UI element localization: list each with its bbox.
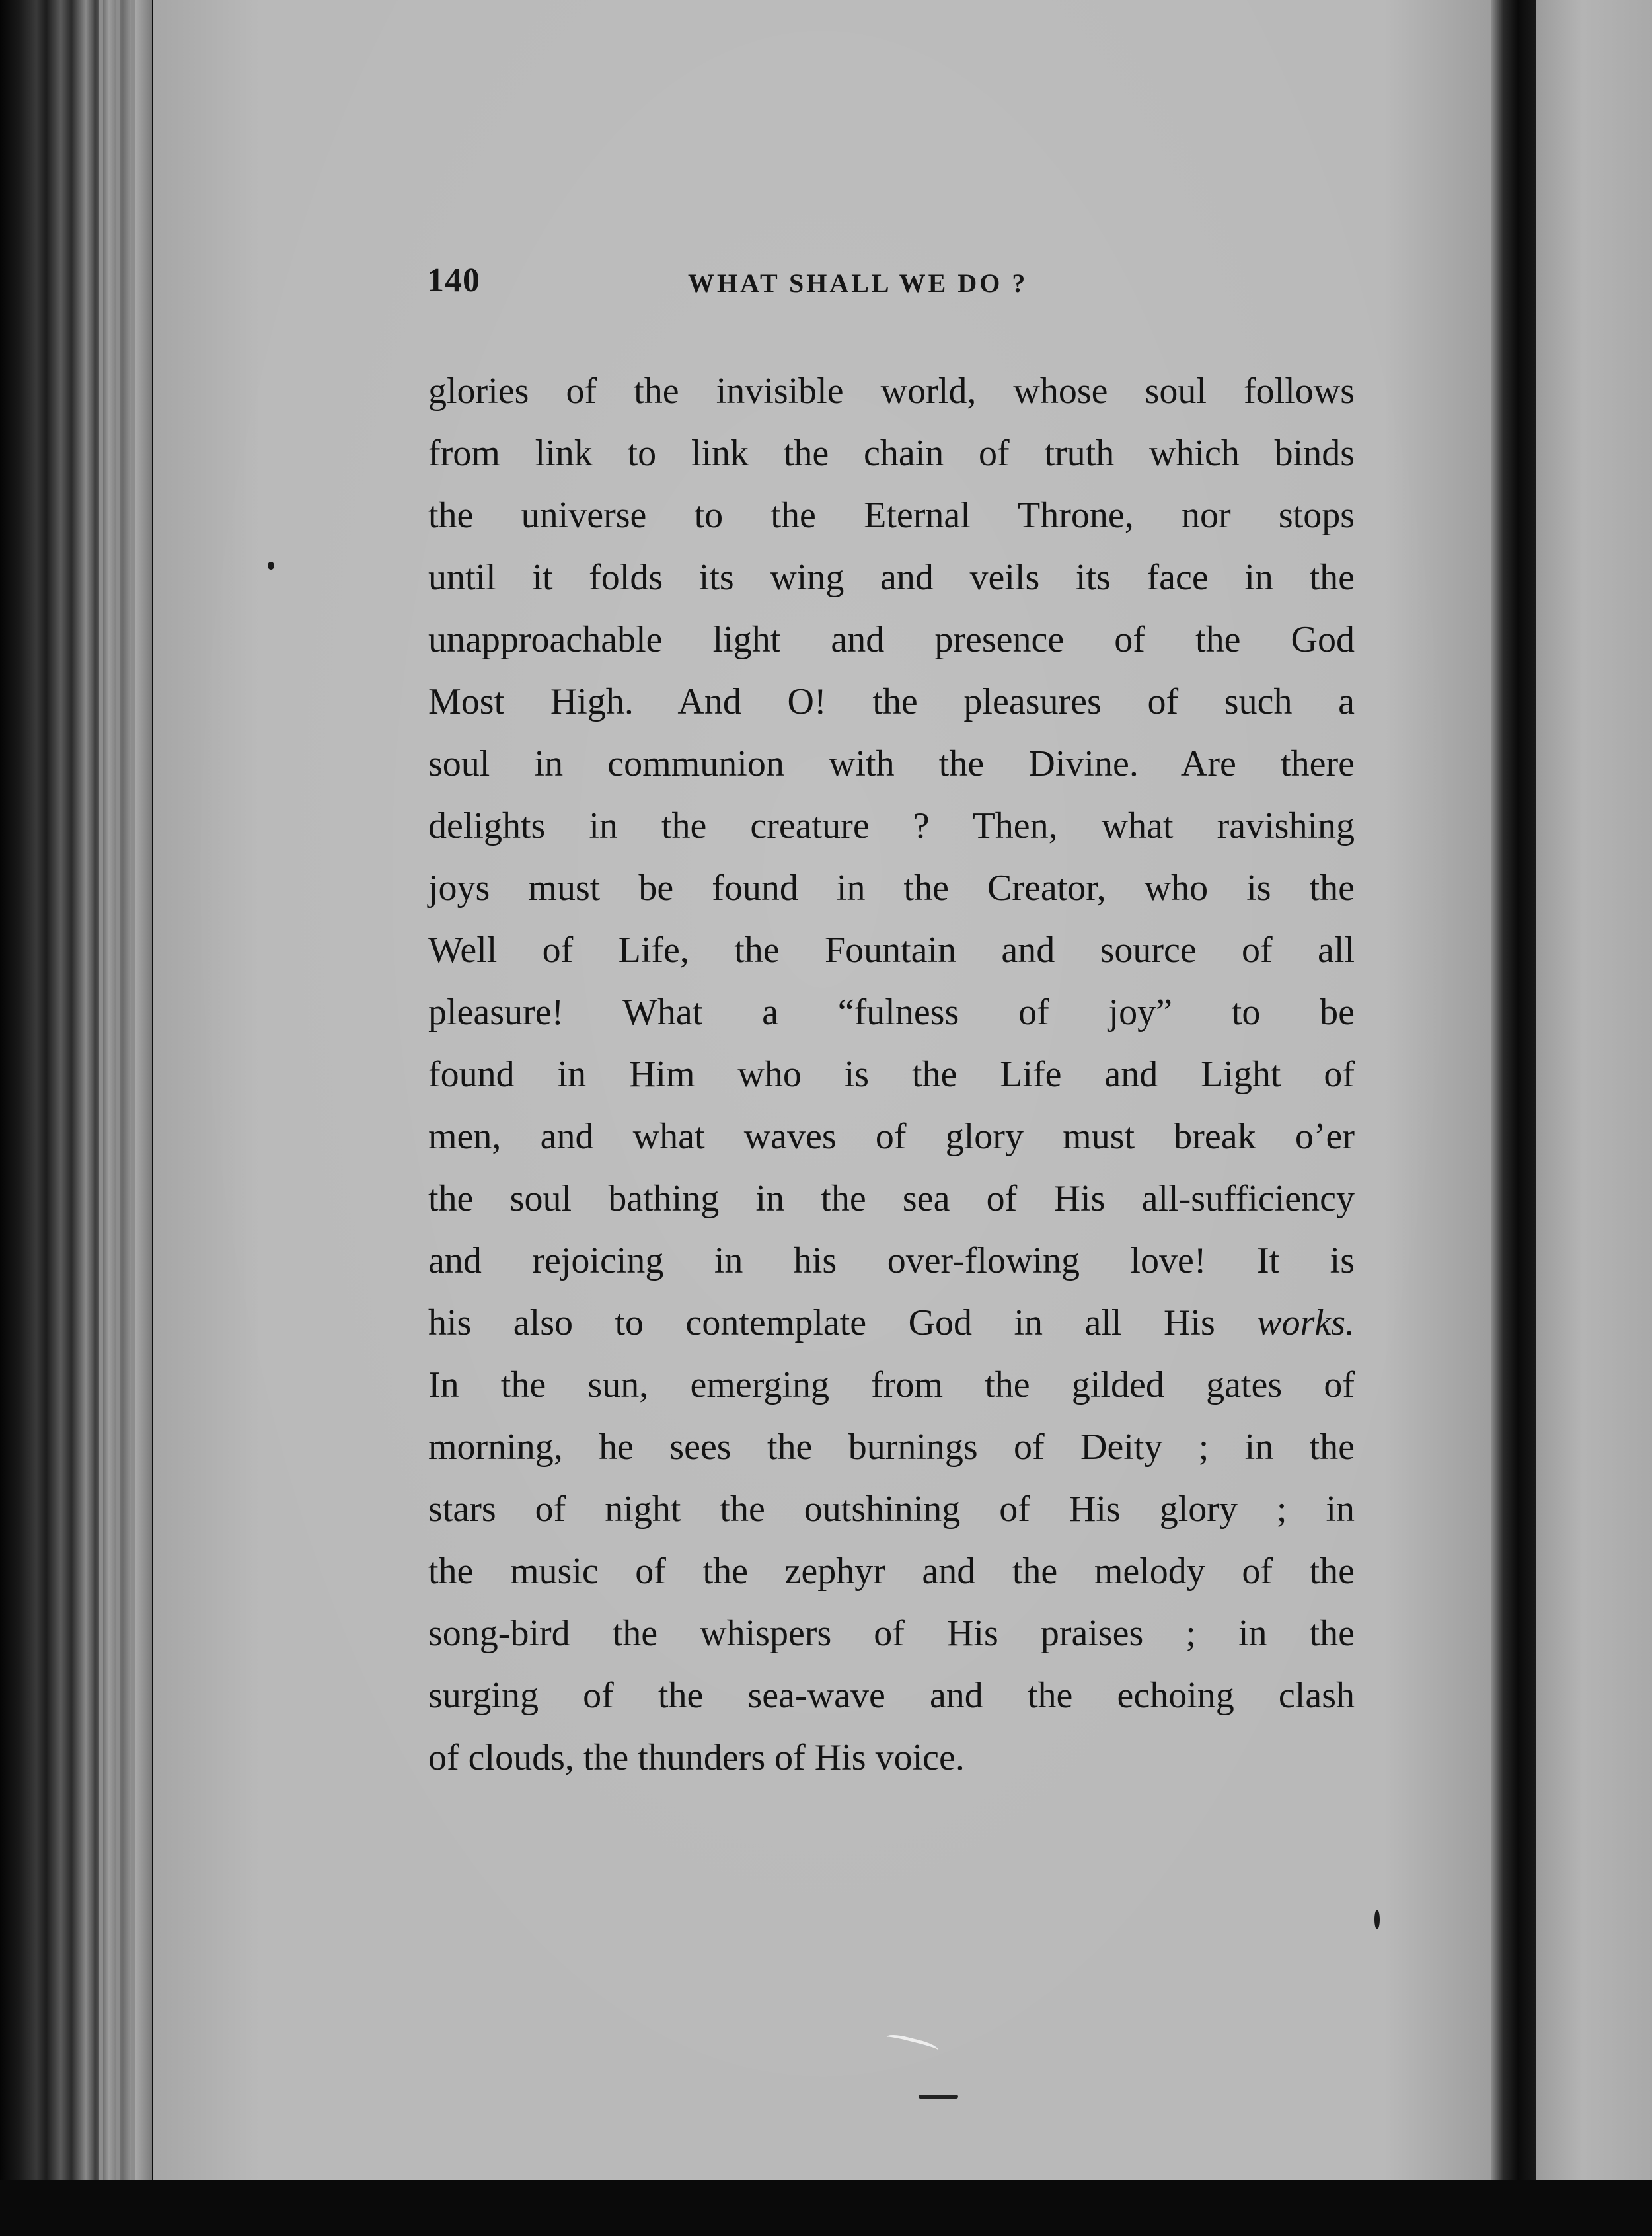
scan-speck	[268, 562, 274, 570]
text-line: the music of the zephyr and the melody of the	[428, 1551, 1355, 1592]
text-line: until it folds its wing and veils its face in the	[428, 557, 1355, 598]
running-title: WHAT SHALL WE DO ?	[688, 268, 1028, 298]
text-line: morning, he sees the burnings of Deity ; in the	[428, 1427, 1355, 1468]
text-line: joys must be found in the Creator, who is the	[428, 868, 1355, 909]
text-line: Most High. And O! the pleasures of such a	[428, 681, 1355, 722]
text-line: delights in the creature ? Then, what ravishing	[428, 805, 1355, 846]
text-line: the universe to the Eternal Throne, nor stops	[428, 495, 1355, 536]
text-line: stars of night the outshining of His glory ; in	[428, 1489, 1355, 1530]
text-line: and rejoicing in his over-flowing love! It is	[428, 1240, 1355, 1281]
scan-border	[0, 2180, 1652, 2236]
running-head	[427, 261, 1352, 314]
text-line: found in Him who is the Life and Light of	[428, 1054, 1355, 1095]
page-edge	[116, 0, 120, 2200]
text-line: of clouds, the thunders of His voice.	[428, 1737, 965, 1778]
text-line: from link to link the chain of truth which binds	[428, 433, 1355, 474]
text-line: song-bird the whispers of His praises ; in the	[428, 1613, 1355, 1654]
page-edge	[99, 0, 103, 2200]
text-line: the soul bathing in the sea of His all-sufficiency	[428, 1178, 1355, 1219]
page-edge	[131, 0, 135, 2200]
page-number: 140	[427, 262, 480, 299]
text-line: Well of Life, the Fountain and source of all	[428, 930, 1355, 971]
text-line-with-italic	[428, 1292, 1355, 1354]
adjacent-page-edge	[1536, 0, 1652, 2236]
text-line: pleasure! What a “fulness of joy” to be	[428, 992, 1355, 1033]
text-line: surging of the sea-wave and the echoing clash	[428, 1675, 1355, 1716]
page-fold-shadow	[1491, 0, 1536, 2236]
text-line: men, and what waves of glory must break o’er	[428, 1116, 1355, 1157]
scan-speck	[919, 2095, 958, 2099]
body-paragraph	[428, 360, 1355, 1789]
text-line: unapproachable light and presence of the God	[428, 619, 1355, 660]
scan-speck	[1374, 1910, 1380, 1929]
text-segment: his also to contemplate God in all His	[428, 1302, 1215, 1343]
text-line: soul in communion with the Divine. Are there	[428, 743, 1355, 784]
book-binding-gutter	[0, 0, 152, 2236]
italic-word: works.	[1257, 1302, 1355, 1343]
text-line: glories of the invisible world, whose soul follows	[428, 371, 1355, 412]
text-line: In the sun, emerging from the gilded gates of	[428, 1364, 1355, 1405]
